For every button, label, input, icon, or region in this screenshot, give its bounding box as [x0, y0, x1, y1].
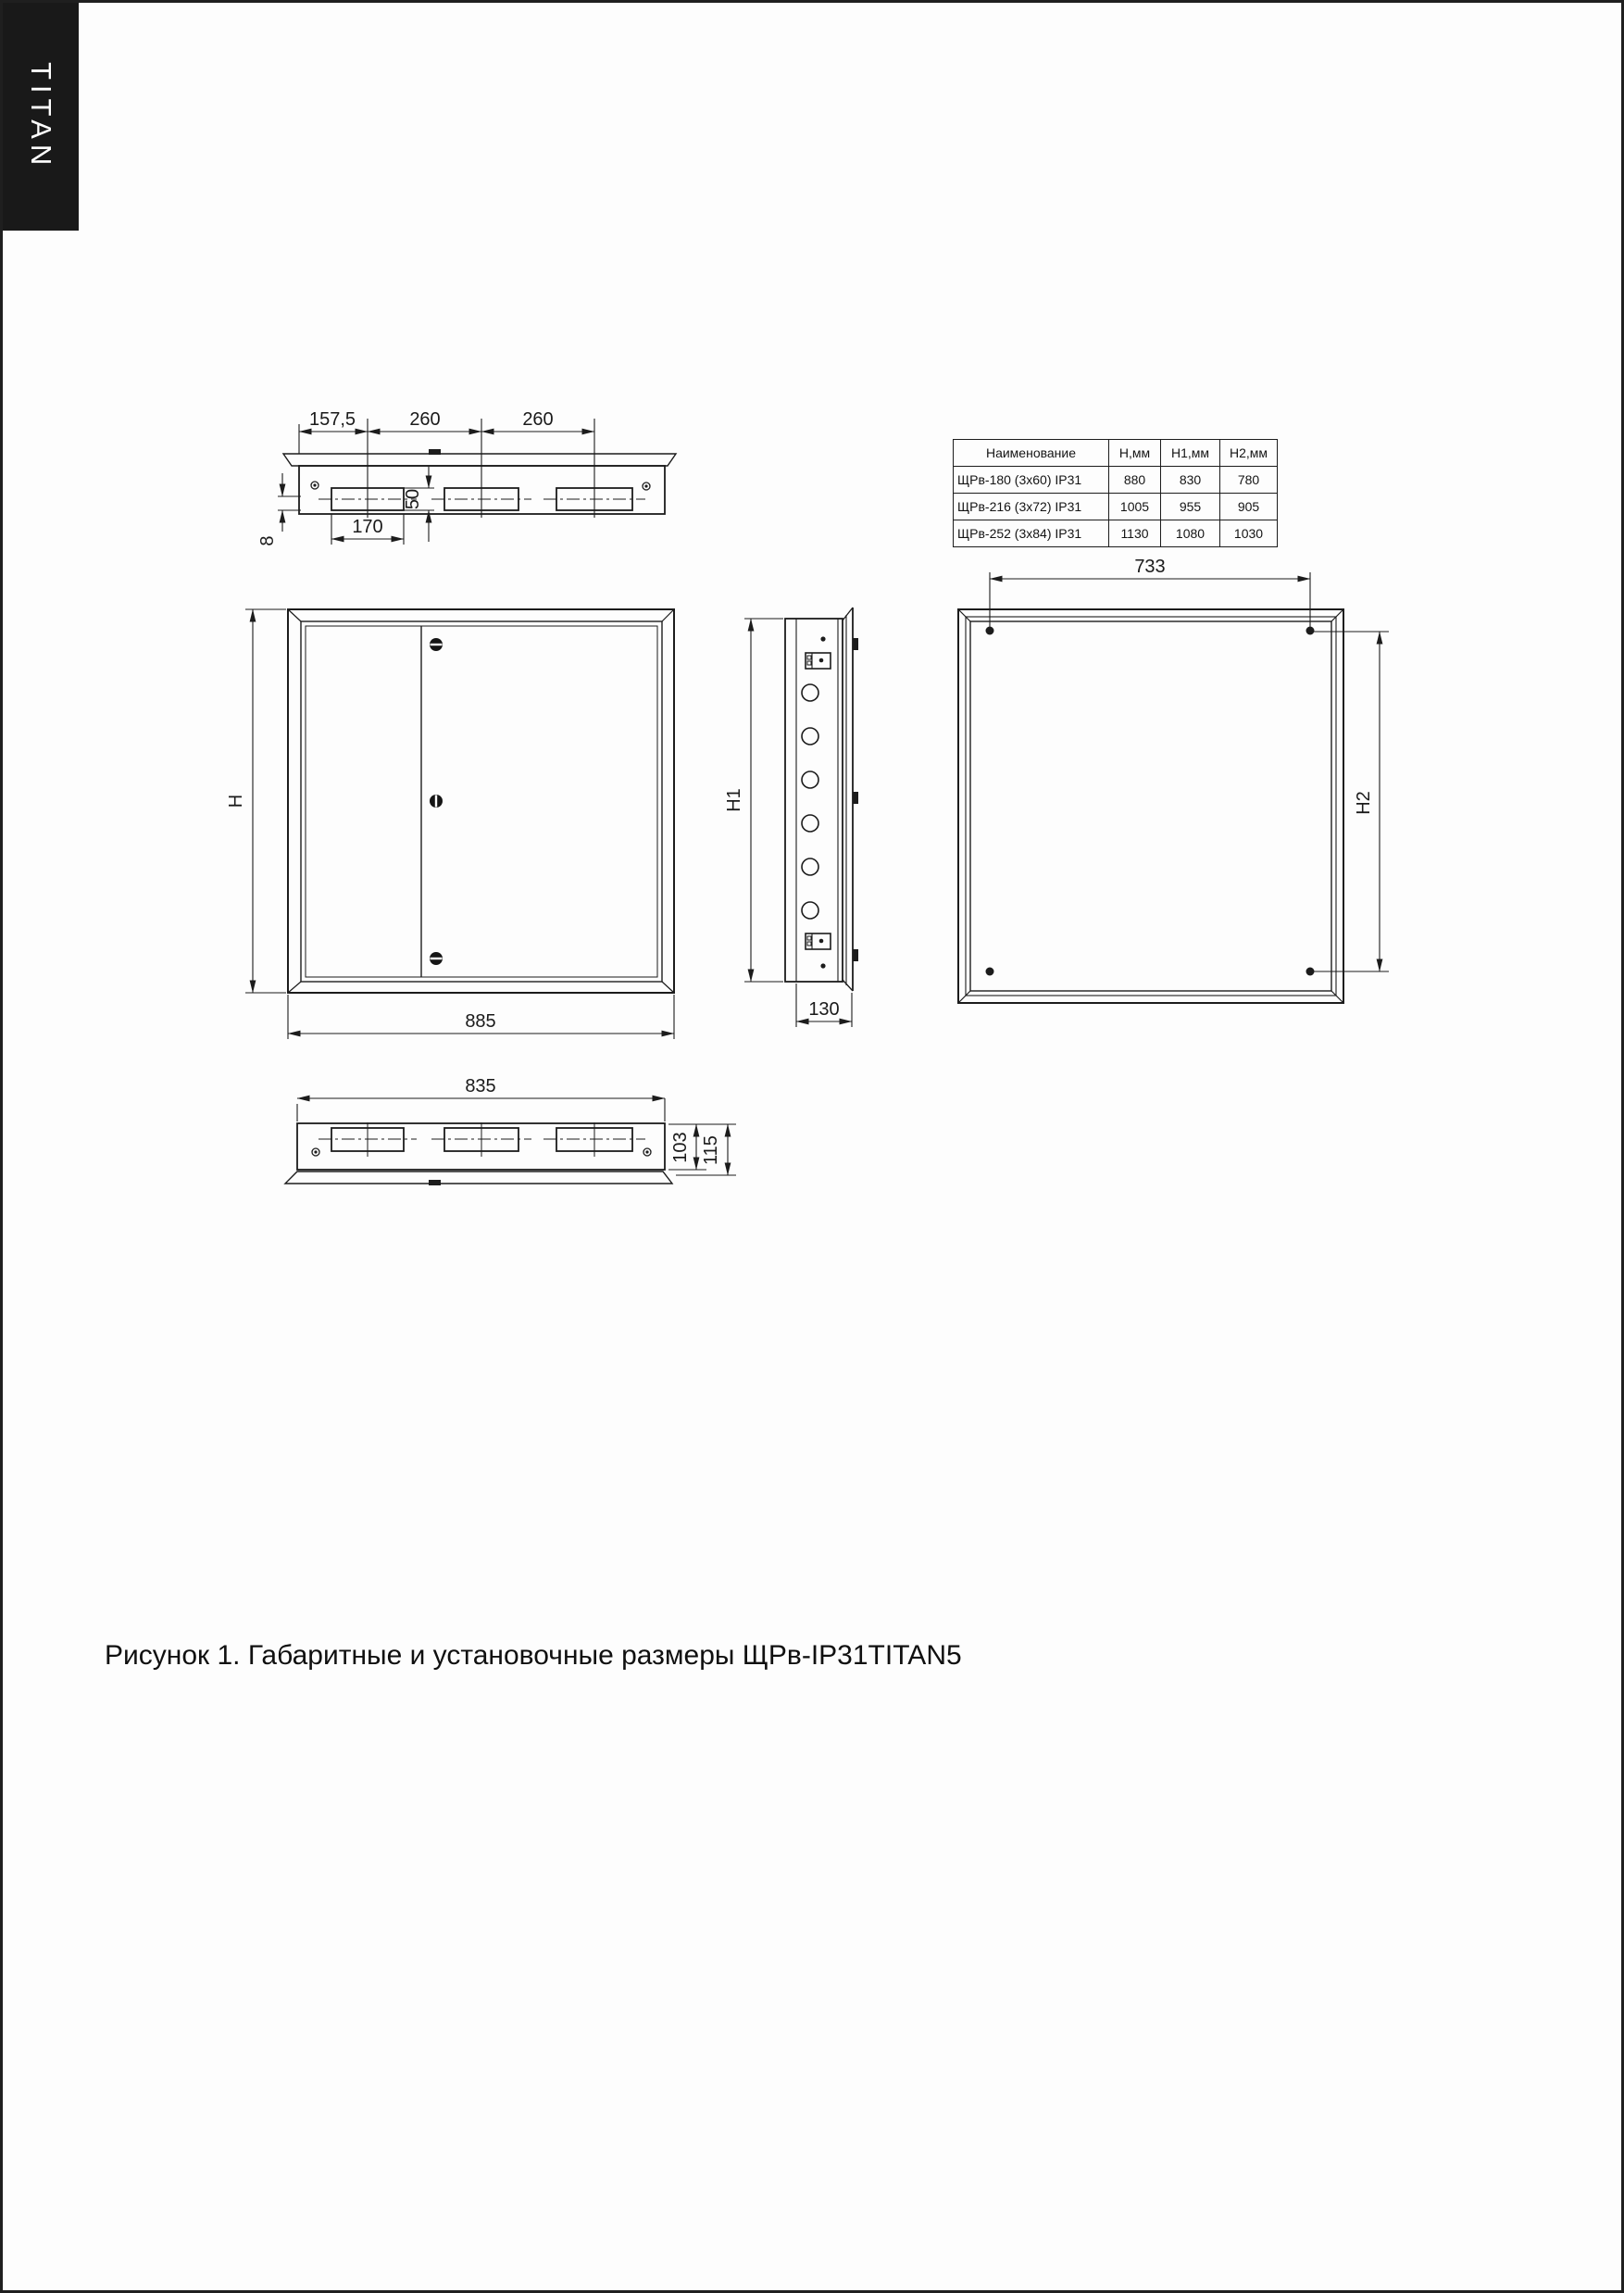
mounting-clamp [806, 653, 831, 669]
dim-label: 835 [465, 1076, 496, 1096]
dim-label: 8 [257, 535, 278, 546]
front-view [226, 609, 674, 1039]
dim-label: 50 [403, 488, 423, 510]
dimension-drawing [3, 3, 1624, 2293]
side-view [724, 608, 858, 1027]
mounting-clamp [806, 933, 831, 949]
value-h: 880 [1109, 467, 1161, 494]
dim-label: 260 [409, 409, 441, 430]
dim-label: 103 [670, 1132, 691, 1163]
dim-label: 115 [701, 1135, 721, 1165]
model-name: ЩРв-252 (3х84) IP31 [954, 520, 1109, 547]
bottom-view [285, 1076, 736, 1185]
dim-label: 885 [465, 1011, 496, 1032]
value-h1: 830 [1161, 467, 1220, 494]
value-h: 1130 [1109, 520, 1161, 547]
mounting-holes [986, 627, 1315, 976]
dim-label: 170 [352, 517, 383, 537]
door-screws [430, 638, 443, 965]
dim-label: H2 [1354, 791, 1374, 815]
size-table [953, 439, 1278, 547]
value-h: 1005 [1109, 494, 1161, 520]
value-h2: 780 [1220, 467, 1278, 494]
col-header-h: Н,мм [1109, 440, 1161, 467]
col-header-h1: Н1,мм [1161, 440, 1220, 467]
top-view [257, 409, 676, 546]
table-row [954, 467, 1278, 494]
col-header-name: Наименование [954, 440, 1109, 467]
table-row [954, 494, 1278, 520]
dim-label: H [226, 794, 246, 808]
dim-label: H1 [724, 788, 744, 812]
brand-label: TITAN [25, 62, 57, 171]
table-row [954, 520, 1278, 547]
value-h1: 955 [1161, 494, 1220, 520]
dim-label: 157,5 [308, 409, 356, 430]
table-header-row [954, 440, 1278, 467]
dim-label: 130 [808, 999, 840, 1020]
value-h1: 1080 [1161, 520, 1220, 547]
figure-caption: Рисунок 1. Габаритные и установочные размеры ЩРв-IP31TITAN5 [105, 1640, 962, 1671]
model-name: ЩРв-180 (3х60) IP31 [954, 467, 1109, 494]
col-header-h2: Н2,мм [1220, 440, 1278, 467]
value-h2: 1030 [1220, 520, 1278, 547]
model-name: ЩРв-216 (3х72) IP31 [954, 494, 1109, 520]
dim-label: 733 [1134, 557, 1166, 577]
rear-view [958, 557, 1389, 1003]
dim-label: 260 [522, 409, 554, 430]
vent-holes [802, 684, 818, 919]
value-h2: 905 [1220, 494, 1278, 520]
